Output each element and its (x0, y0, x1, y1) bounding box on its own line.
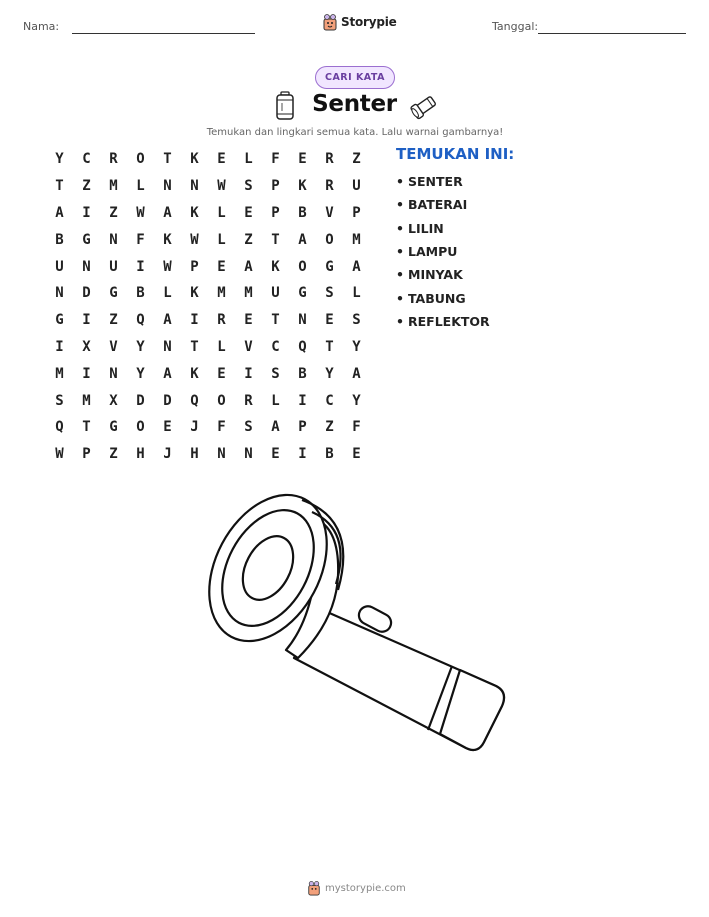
grid-cell[interactable]: N (163, 178, 172, 195)
grid-cell[interactable]: O (136, 151, 145, 168)
grid-cell[interactable]: P (271, 178, 280, 195)
grid-cell[interactable]: N (217, 446, 226, 463)
grid-cell[interactable]: O (298, 258, 307, 275)
grid-cell[interactable]: D (163, 392, 172, 409)
grid-cell[interactable]: A (352, 258, 361, 275)
grid-row (46, 226, 370, 253)
grid-cell[interactable]: F (271, 151, 280, 168)
word-search-grid[interactable] (46, 146, 370, 468)
grid-cell[interactable]: W (190, 231, 199, 248)
grid-cell[interactable]: Y (352, 338, 361, 355)
instructions: Temukan dan lingkari semua kata. Lalu warnai gambarnya! (206, 127, 504, 138)
grid-cell[interactable]: I (82, 312, 91, 329)
grid-row (46, 280, 370, 307)
grid-cell[interactable]: A (163, 365, 172, 382)
grid-cell[interactable]: X (82, 338, 91, 355)
grid-cell[interactable]: Q (136, 312, 145, 329)
grid-cell[interactable]: S (352, 312, 361, 329)
grid-cell[interactable]: K (190, 365, 199, 382)
word-text: MINYAK (408, 267, 463, 283)
grid-cell[interactable]: K (163, 231, 172, 248)
grid-row (46, 387, 370, 414)
grid-row (46, 360, 370, 387)
grid-cell[interactable]: M (217, 285, 226, 302)
bullet: • (396, 244, 404, 260)
word-text: BATERAI (408, 197, 468, 213)
grid-cell[interactable]: P (298, 419, 307, 436)
grid-cell[interactable]: M (109, 178, 118, 195)
grid-cell[interactable]: T (325, 338, 334, 355)
grid-cell[interactable]: Q (190, 392, 199, 409)
grid-row (46, 173, 370, 200)
grid-row (46, 414, 370, 441)
grid-cell[interactable]: Y (55, 151, 64, 168)
brand (322, 13, 397, 31)
footer-url[interactable]: mystorypie.com (325, 882, 406, 894)
grid-cell[interactable]: A (55, 204, 64, 221)
grid-cell[interactable]: E (244, 204, 253, 221)
grid-cell[interactable]: D (136, 392, 145, 409)
grid-cell[interactable]: N (163, 338, 172, 355)
grid-cell[interactable]: K (190, 204, 199, 221)
grid-cell[interactable]: N (298, 312, 307, 329)
grid-cell[interactable]: I (244, 365, 253, 382)
grid-cell[interactable]: N (55, 285, 64, 302)
grid-cell[interactable]: J (190, 419, 199, 436)
grid-cell[interactable]: L (136, 178, 145, 195)
word-text: TABUNG (408, 290, 466, 306)
grid-cell[interactable]: Q (55, 419, 64, 436)
grid-cell[interactable]: W (217, 178, 226, 195)
footer (307, 880, 406, 896)
activity-badge: CARI KATA (315, 66, 395, 89)
grid-cell[interactable]: L (271, 392, 280, 409)
name-label: Nama: (23, 20, 60, 33)
grid-cell[interactable]: Z (109, 204, 118, 221)
grid-cell[interactable]: H (190, 446, 199, 463)
grid-cell[interactable]: C (271, 338, 280, 355)
flashlight-illustration[interactable] (190, 480, 520, 780)
grid-cell[interactable]: Q (298, 338, 307, 355)
word-item (396, 286, 490, 309)
grid-cell[interactable]: S (244, 178, 253, 195)
grid-cell[interactable]: W (136, 204, 145, 221)
grid-cell[interactable]: K (190, 151, 199, 168)
grid-cell[interactable]: A (271, 419, 280, 436)
word-list (396, 170, 490, 333)
grid-cell[interactable]: T (271, 312, 280, 329)
word-item (396, 193, 490, 216)
word-item (396, 240, 490, 263)
grid-cell[interactable]: L (352, 285, 361, 302)
grid-cell[interactable]: F (136, 231, 145, 248)
grid-cell[interactable]: R (325, 178, 334, 195)
grid-cell[interactable]: S (244, 419, 253, 436)
grid-row (46, 200, 370, 227)
bullet: • (396, 197, 404, 213)
grid-cell[interactable]: I (298, 392, 307, 409)
grid-cell[interactable]: U (109, 258, 118, 275)
grid-cell[interactable]: P (271, 204, 280, 221)
grid-cell[interactable]: Y (136, 338, 145, 355)
grid-cell[interactable]: F (352, 419, 361, 436)
grid-cell[interactable]: I (82, 204, 91, 221)
grid-cell[interactable]: M (55, 365, 64, 382)
grid-cell[interactable]: P (190, 258, 199, 275)
grid-cell[interactable]: Z (352, 151, 361, 168)
grid-cell[interactable]: Y (352, 392, 361, 409)
word-text: LILIN (408, 220, 444, 236)
grid-cell[interactable]: A (298, 231, 307, 248)
grid-cell[interactable]: Z (82, 178, 91, 195)
grid-cell[interactable]: E (352, 446, 361, 463)
bullet: • (396, 174, 404, 190)
date-line[interactable] (538, 33, 686, 34)
grid-cell[interactable]: S (271, 365, 280, 382)
bullet: • (396, 313, 404, 329)
grid-cell[interactable]: A (163, 204, 172, 221)
grid-cell[interactable]: S (55, 392, 64, 409)
grid-cell[interactable]: E (217, 365, 226, 382)
grid-cell[interactable]: E (244, 312, 253, 329)
grid-cell[interactable]: O (217, 392, 226, 409)
grid-cell[interactable]: A (163, 312, 172, 329)
word-list-heading: TEMUKAN INI: (396, 145, 515, 163)
grid-cell[interactable]: O (136, 419, 145, 436)
grid-cell[interactable]: Z (109, 312, 118, 329)
grid-cell[interactable]: B (298, 365, 307, 382)
grid-cell[interactable]: V (244, 338, 253, 355)
grid-cell[interactable]: I (136, 258, 145, 275)
grid-cell[interactable]: N (109, 365, 118, 382)
grid-cell[interactable]: Z (109, 446, 118, 463)
grid-cell[interactable]: Z (244, 231, 253, 248)
page-title: Senter (312, 91, 397, 117)
grid-cell[interactable]: E (271, 446, 280, 463)
date-label: Tanggal: (492, 20, 539, 33)
grid-cell[interactable]: L (244, 151, 253, 168)
grid-cell[interactable]: L (217, 338, 226, 355)
grid-cell[interactable]: S (325, 285, 334, 302)
grid-cell[interactable]: N (244, 446, 253, 463)
grid-cell[interactable]: T (271, 231, 280, 248)
grid-cell[interactable]: I (55, 338, 64, 355)
grid-cell[interactable]: U (271, 285, 280, 302)
grid-cell[interactable]: E (217, 258, 226, 275)
grid-cell[interactable]: B (55, 231, 64, 248)
word-item (396, 217, 490, 240)
grid-cell[interactable]: V (109, 338, 118, 355)
grid-cell[interactable]: M (244, 285, 253, 302)
grid-cell[interactable]: G (82, 231, 91, 248)
grid-cell[interactable]: K (190, 285, 199, 302)
word-text: SENTER (408, 174, 463, 190)
grid-cell[interactable]: I (82, 365, 91, 382)
grid-cell[interactable]: R (109, 151, 118, 168)
grid-cell[interactable]: L (163, 285, 172, 302)
grid-cell[interactable]: R (244, 392, 253, 409)
grid-cell[interactable]: T (55, 178, 64, 195)
grid-cell[interactable]: P (82, 446, 91, 463)
grid-row (46, 253, 370, 280)
grid-cell[interactable]: W (163, 258, 172, 275)
grid-cell[interactable]: H (136, 446, 145, 463)
flashlight-icon (409, 91, 441, 121)
grid-cell[interactable]: G (109, 285, 118, 302)
grid-cell[interactable]: A (244, 258, 253, 275)
grid-cell[interactable]: I (298, 446, 307, 463)
grid-cell[interactable]: X (109, 392, 118, 409)
grid-cell[interactable]: E (325, 312, 334, 329)
grid-cell[interactable]: B (298, 204, 307, 221)
grid-cell[interactable]: U (352, 178, 361, 195)
grid-cell[interactable]: N (190, 178, 199, 195)
bullet: • (396, 267, 404, 283)
grid-row (46, 441, 370, 468)
grid-cell[interactable]: R (325, 151, 334, 168)
grid-cell[interactable]: E (163, 419, 172, 436)
word-text: LAMPU (408, 244, 458, 260)
grid-cell[interactable]: J (163, 446, 172, 463)
grid-cell[interactable]: L (217, 204, 226, 221)
grid-cell[interactable]: W (55, 446, 64, 463)
storypie-mascot-icon (307, 880, 321, 896)
grid-cell[interactable]: I (190, 312, 199, 329)
word-item (396, 263, 490, 286)
grid-cell[interactable]: T (82, 419, 91, 436)
grid-cell[interactable]: B (325, 446, 334, 463)
grid-cell[interactable]: F (217, 419, 226, 436)
grid-cell[interactable]: Y (325, 365, 334, 382)
grid-cell[interactable]: A (352, 365, 361, 382)
word-item (396, 310, 490, 333)
grid-cell[interactable]: G (325, 258, 334, 275)
word-text: REFLEKTOR (408, 313, 490, 329)
grid-row (46, 146, 370, 173)
grid-cell[interactable]: N (82, 258, 91, 275)
grid-cell[interactable]: E (217, 151, 226, 168)
name-line[interactable] (72, 33, 255, 34)
grid-cell[interactable]: G (109, 419, 118, 436)
grid-cell[interactable]: Y (136, 365, 145, 382)
grid-cell[interactable]: O (325, 231, 334, 248)
word-item (396, 170, 490, 193)
storypie-mascot-icon (322, 13, 338, 31)
grid-cell[interactable]: N (109, 231, 118, 248)
grid-cell[interactable]: R (217, 312, 226, 329)
grid-cell[interactable]: P (352, 204, 361, 221)
brand-name: Storypie (341, 15, 397, 29)
grid-cell[interactable]: V (325, 204, 334, 221)
grid-cell[interactable]: E (298, 151, 307, 168)
bullet: • (396, 220, 404, 236)
grid-cell[interactable]: Z (325, 419, 334, 436)
grid-cell[interactable]: K (271, 258, 280, 275)
grid-cell[interactable]: M (352, 231, 361, 248)
grid-cell[interactable]: K (298, 178, 307, 195)
grid-cell[interactable]: G (55, 312, 64, 329)
grid-cell[interactable]: G (298, 285, 307, 302)
grid-cell[interactable]: C (325, 392, 334, 409)
grid-cell[interactable]: C (82, 151, 91, 168)
grid-row (46, 307, 370, 334)
bullet: • (396, 290, 404, 306)
grid-cell[interactable]: T (163, 151, 172, 168)
grid-cell[interactable]: L (217, 231, 226, 248)
grid-row (46, 334, 370, 361)
grid-cell[interactable]: T (190, 338, 199, 355)
grid-cell[interactable]: M (82, 392, 91, 409)
grid-cell[interactable]: D (82, 285, 91, 302)
grid-cell[interactable]: B (136, 285, 145, 302)
grid-cell[interactable]: U (55, 258, 64, 275)
